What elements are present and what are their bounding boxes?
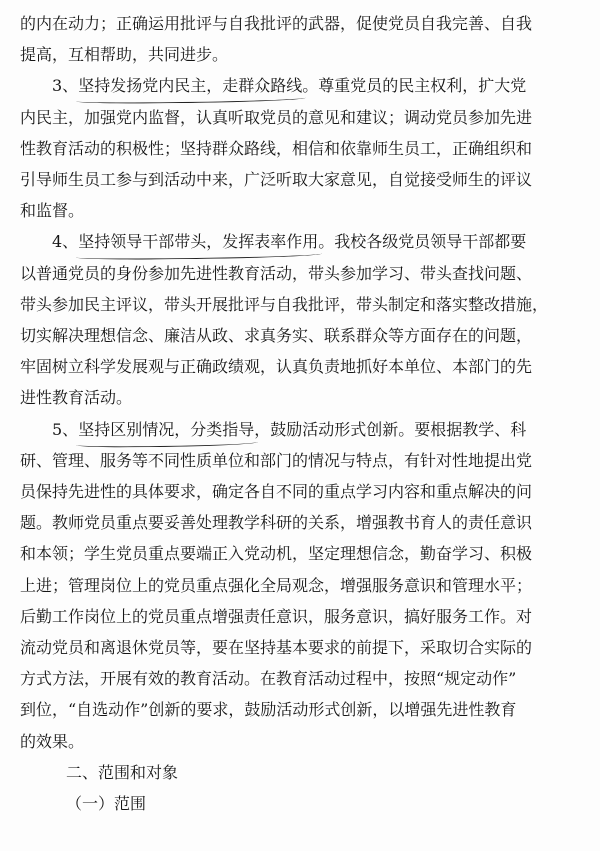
text-line: 进性教育活动。: [20, 388, 133, 407]
text-line: 切实解决理想信念、廉洁从政、求真务实、联系群众等方面存在的问题，: [20, 326, 533, 345]
item-3-line: [52, 76, 580, 96]
sub-heading: （一）范围: [66, 794, 147, 813]
text-line: 上进；管理岗位上的党员重点强化全局观念，增强服务意识和管理水平；: [20, 576, 533, 595]
item-5-text: ，鼓励活动形式创新。要根据教学、科: [254, 420, 527, 439]
item-3-highlight: 坚持发扬党内民主，走群众路线: [78, 76, 303, 95]
text-line: 的内在动力；正确运用批评与自我批评的武器，促使党员自我完善、自我: [20, 14, 533, 33]
item-4-highlight: 坚持领导干部带头，发挥表率作用: [78, 232, 319, 251]
item-3-number: 3、: [52, 76, 79, 95]
text-line: 内民主，加强党内监督，认真听取党员的意见和建议；调动党员参加先进: [20, 108, 533, 127]
item-3-text: 。尊重党员的民主权利，扩大党: [302, 76, 527, 95]
item-5-line: [52, 420, 580, 440]
text-line: 流动党员和离退休党员等，要在坚持基本要求的前提下，采取切合实际的: [20, 638, 533, 657]
text-line: 提高，互相帮助，共同进步。: [20, 45, 229, 64]
item-5-highlight: 坚持区别情况，分类指导: [78, 420, 255, 439]
text-line: 后勤工作岗位上的党员重点增强责任意识，服务意识，搞好服务工作。对: [20, 607, 533, 626]
text-line: 员保持先进性的具体要求，确定各自不同的重点学习内容和重点解决的问: [20, 482, 533, 501]
text-line: 牢固树立科学发展观与正确政绩观，认真负责地抓好本单位、本部门的先: [20, 357, 533, 376]
text-line: 的效果。: [20, 732, 85, 751]
item-5-number: 5、: [52, 420, 79, 439]
text-line: 研、管理、服务等不同性质单位和部门的情况与特点，有针对性地提出党: [20, 451, 533, 470]
text-line: 方式方法，开展有效的教育活动。在教育活动过程中，按照“规定动作”: [20, 669, 517, 688]
text-line: 性教育活动的积极性；坚持群众路线，相信和依靠师生员工，正确组织和: [20, 139, 533, 158]
section-heading: 二、范围和对象: [66, 763, 179, 782]
text-line: 题。教师党员重点要妥善处理教学科研的关系，增强教书育人的责任意识: [20, 513, 533, 532]
item-4-line: [52, 232, 580, 252]
text-line: 引导师生员工参与到活动中来，广泛听取大家意见，自觉接受师生的评议: [20, 170, 533, 189]
text-line: 以普通党员的身份参加先进性教育活动，带头参加学习、带头查找问题、: [20, 264, 533, 283]
text-line: 和监督。: [20, 201, 85, 220]
item-4-number: 4、: [52, 232, 79, 251]
text-line: 带头参加民主评议，带头开展批评与自我批评，带头制定和落实整改措施，: [20, 295, 549, 314]
text-line: 和本领；学生党员重点要端正入党动机，坚定理想信念，勤奋学习、积极: [20, 544, 533, 563]
item-4-text: 。我校各级党员领导干部都要: [318, 232, 527, 251]
text-line: 到位，“自选动作”创新的要求，鼓励活动形式创新，以增强先进性教育: [20, 700, 517, 719]
